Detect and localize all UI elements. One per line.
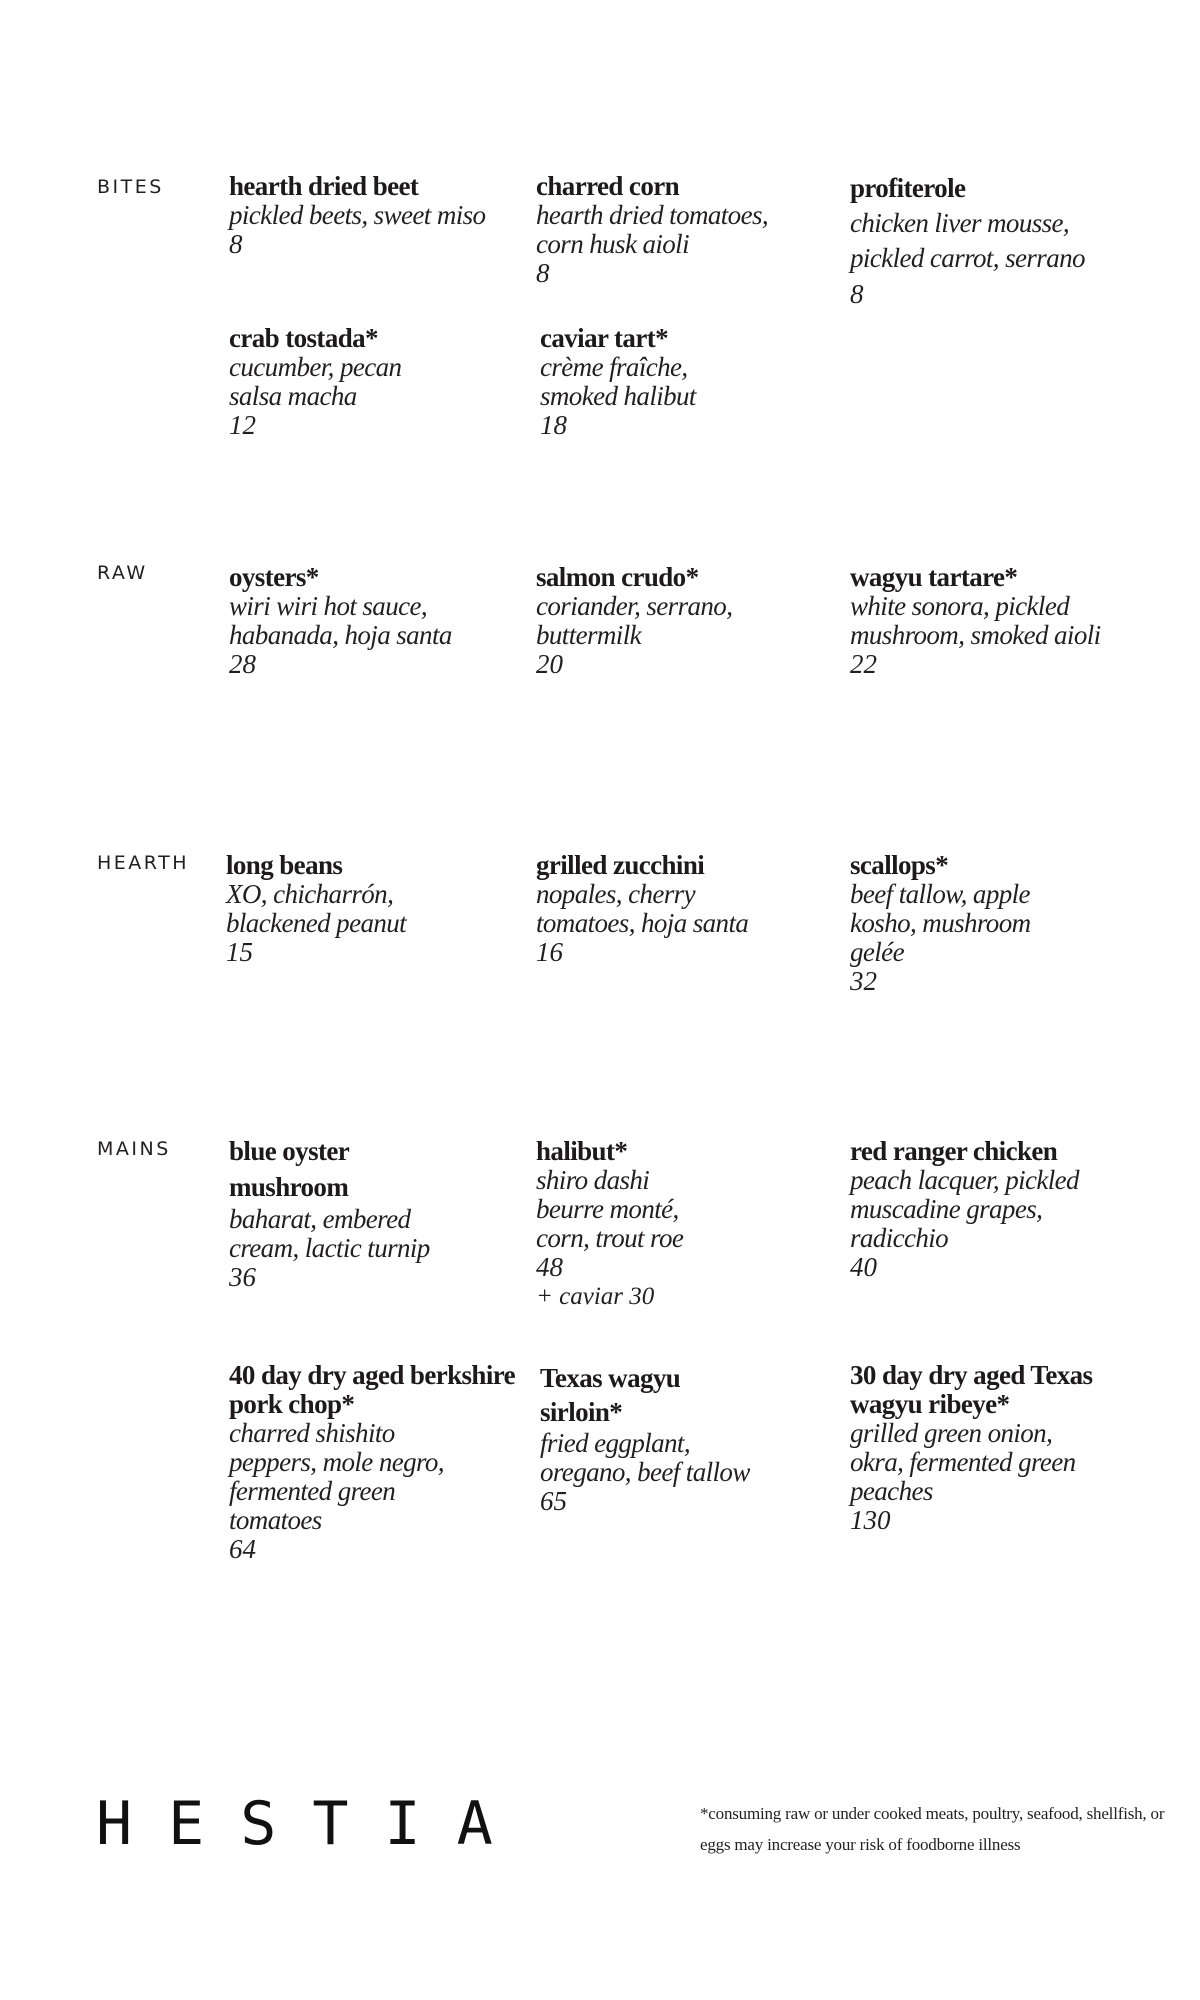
section-label-bites: BITES [97,176,164,198]
item-name: 40 day dry aged berkshire pork chop* [229,1360,516,1419]
item-name: red ranger chicken [850,1136,1058,1166]
item-description: grilled green onion, okra, fermented green peaches [850,1418,1076,1506]
menu-item-berkshire-pork-chop [229,1361,519,1564]
section-label-raw: RAW [97,562,148,584]
item-description: baharat, embered cream, lactic turnip [229,1204,430,1263]
menu-item-texas-wagyu-sirloin [540,1361,785,1516]
item-description: peach lacquer, pickled muscadine grapes, radicchio [850,1165,1079,1253]
item-price: 48 [536,1252,563,1282]
item-name: scallops* [850,850,949,880]
item-name: long beans [226,850,343,880]
section-label-hearth: HEARTH [97,852,190,874]
item-price: 40 [850,1252,877,1282]
item-price: 28 [229,649,256,679]
menu-item-hearth-dried-beet [229,172,519,259]
item-description: white sonora, pickled mushroom, smoked aioli [850,591,1101,650]
menu-item-red-ranger-chicken [850,1137,1120,1282]
item-description: hearth dried tomatoes, corn husk aioli [536,200,769,259]
item-description: chicken liver mousse, pickled carrot, serrano [850,208,1085,273]
menu-item-grilled-zucchini [536,851,791,967]
item-name: blue oyster mushroom [229,1136,349,1202]
item-name: charred corn [536,171,680,201]
item-description: crème fraîche, smoked halibut [540,352,696,411]
menu-item-caviar-tart [540,324,770,440]
item-name: salmon crudo* [536,562,699,592]
item-name: caviar tart* [540,323,668,353]
item-name: wagyu tartare* [850,562,1018,592]
item-description: shiro dashi beurre monté, corn, trout roe [536,1165,684,1253]
item-price: 8 [229,229,243,259]
item-price: 8 [536,258,550,288]
item-name: oysters* [229,562,319,592]
menu-item-blue-oyster-mushroom [229,1133,469,1292]
restaurant-logo: HESTIA [96,1789,529,1859]
item-description: coriander, serrano, buttermilk [536,591,733,650]
item-price: 22 [850,649,877,679]
menu-item-salmon-crudo [536,563,796,679]
item-price: 15 [226,937,253,967]
item-name: hearth dried beet [229,171,419,201]
menu-item-charred-corn [536,172,821,288]
menu-item-long-beans [226,851,456,967]
item-price: 64 [229,1534,256,1564]
item-description: wiri wiri hot sauce, habanada, hoja santa [229,591,452,650]
item-description: fried eggplant, oregano, beef tallow [540,1428,750,1487]
menu-item-texas-wagyu-ribeye [850,1361,1140,1535]
item-price: 32 [850,966,877,996]
item-price: 12 [229,410,256,440]
item-name: Texas wagyu sirloin* [540,1363,681,1427]
item-name: grilled zucchini [536,850,705,880]
item-addon: + caviar 30 [536,1283,655,1310]
menu-item-profiterole [850,170,1130,312]
item-description: pickled beets, sweet miso [229,200,486,230]
item-price: 65 [540,1486,567,1516]
foodborne-illness-disclaimer: *consuming raw or under cooked meats, poultry, seafood, shellfish, or eggs may increase your risk of foodborne illness [700,1804,1165,1854]
item-description: charred shishito peppers, mole negro, fermented green tomatoes [229,1418,444,1535]
item-price: 20 [536,649,563,679]
item-price: 36 [229,1262,256,1292]
item-price: 18 [540,410,567,440]
section-label-mains: MAINS [97,1138,171,1160]
item-description: cucumber, pecan salsa macha [229,352,402,411]
item-description: XO, chicharrón, blackened peanut [226,879,407,938]
menu-item-oysters [229,563,464,679]
item-price: 8 [850,279,864,309]
item-description: nopales, cherry tomatoes, hoja santa [536,879,749,938]
item-name: halibut* [536,1136,628,1166]
item-price: 130 [850,1505,891,1535]
item-name: crab tostada* [229,323,378,353]
menu-item-wagyu-tartare [850,563,1150,679]
item-name: profiterole [850,173,966,203]
item-name: 30 day dry aged Texas wagyu ribeye* [850,1360,1093,1419]
item-price: 16 [536,937,563,967]
menu-item-halibut [536,1137,711,1312]
menu-item-crab-tostada [229,324,459,440]
menu-item-scallops [850,851,1050,996]
item-description: beef tallow, apple kosho, mushroom gelée [850,879,1031,967]
